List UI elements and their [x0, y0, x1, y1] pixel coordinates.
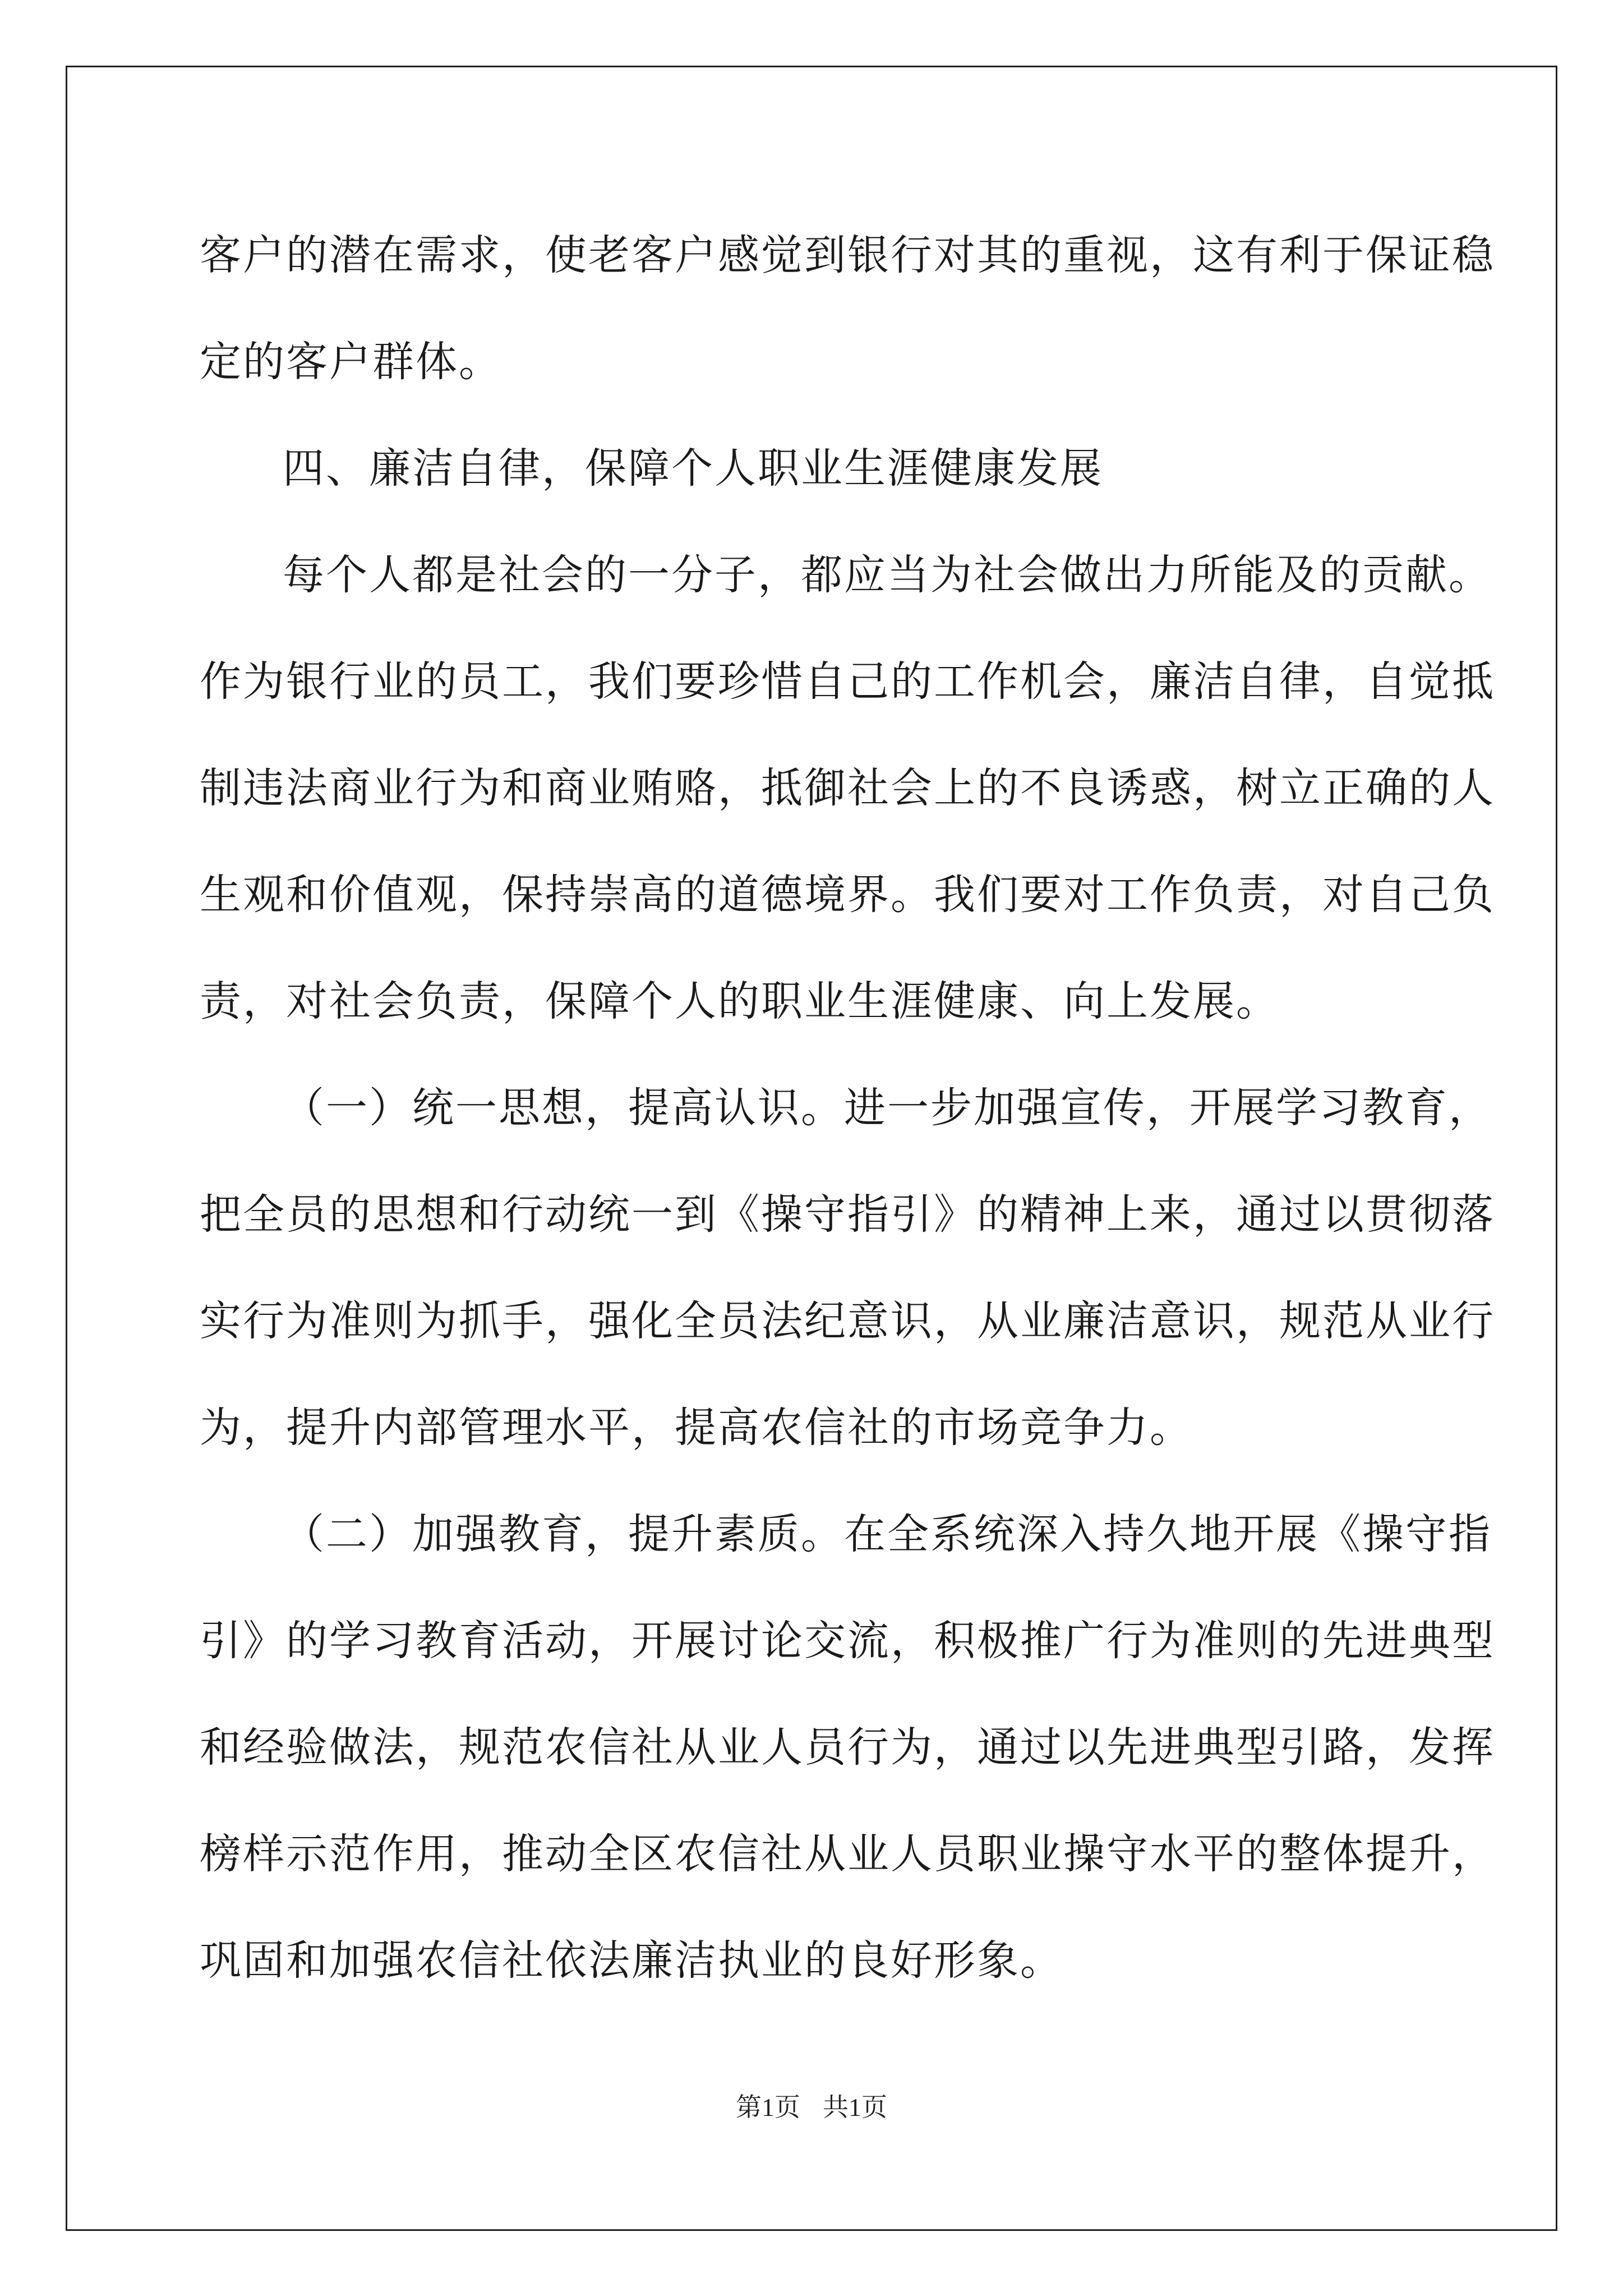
- text-line: （一）统一思想，提高认识。进一步加强宣传，开展学习教育，: [283, 1084, 1492, 1132]
- text-line: 生观和价值观，保持崇高的道德境界。我们要对工作负责，对自己负: [200, 871, 1495, 919]
- text-line: 实行为准则为抓手，强化全员法纪意识，从业廉洁意识，规范从业行: [200, 1297, 1495, 1345]
- page-total: 共1页: [823, 2093, 887, 2122]
- section-heading: 四、廉洁自律，保障个人职业生涯健康发展: [283, 444, 1103, 493]
- text-line: 把全员的思想和行动统一到《操守指引》的精神上来，通过以贯彻落: [200, 1190, 1495, 1239]
- text-line: 和经验做法，规范农信社从业人员行为，通过以先进典型引路，发挥: [200, 1723, 1495, 1772]
- text-line: 制违法商业行为和商业贿赂，抵御社会上的不良诱惑，树立正确的人: [200, 764, 1495, 812]
- text-line: 每个人都是社会的一分子，都应当为社会做出力所能及的贡献。: [283, 551, 1492, 599]
- text-line: 定的客户群体。: [200, 338, 502, 386]
- text-line: 引》的学习教育活动，开展讨论交流，积极推广行为准则的先进典型: [200, 1617, 1495, 1665]
- text-line: 责，对社会负责，保障个人的职业生涯健康、向上发展。: [200, 977, 1279, 1025]
- document-body: [200, 202, 1495, 2014]
- page-footer: [0, 2087, 1623, 2124]
- text-line: 巩固和加强农信社依法廉洁执业的良好形象。: [200, 1936, 1063, 1985]
- text-line: 榜样示范作用，推动全区农信社从业人员职业操守水平的整体提升，: [200, 1830, 1495, 1878]
- text-line: （二）加强教育，提升素质。在全系统深入持久地开展《操守指: [283, 1510, 1492, 1558]
- text-line: 作为银行业的员工，我们要珍惜自己的工作机会，廉洁自律，自觉抵: [200, 657, 1495, 706]
- text-line: 为，提升内部管理水平，提高农信社的市场竞争力。: [200, 1404, 1193, 1452]
- page-number: 第1页: [736, 2093, 800, 2122]
- text-line: 客户的潜在需求，使老客户感觉到银行对其的重视，这有利于保证稳: [200, 231, 1495, 279]
